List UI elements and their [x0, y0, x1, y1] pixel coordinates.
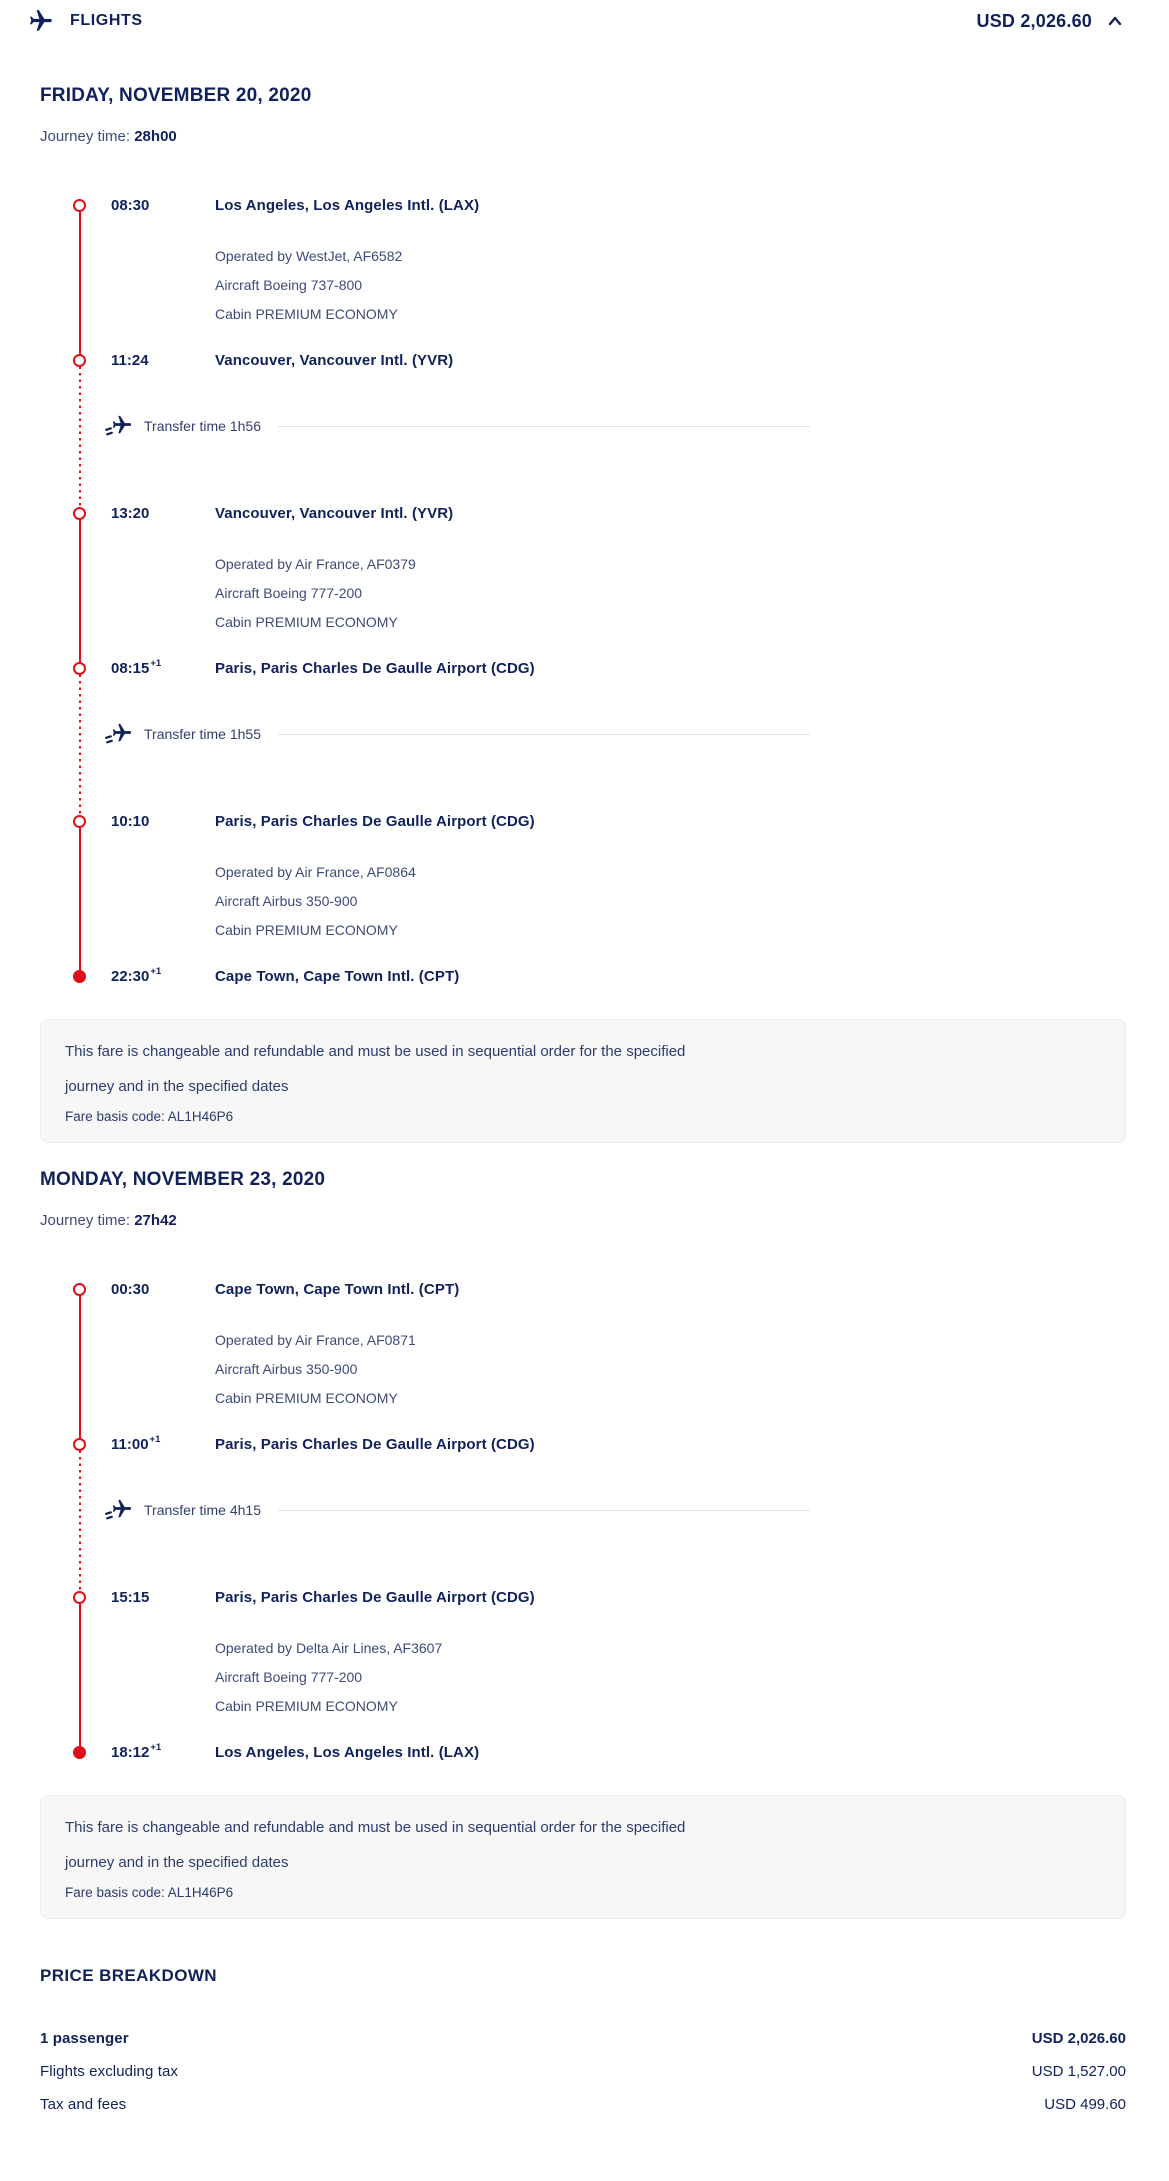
operated-by: Operated by WestJet, AF6582	[215, 248, 403, 264]
arrival-row	[40, 659, 1126, 677]
departure-airport: Paris, Paris Charles De Gaulle Airport (CDG)	[215, 812, 535, 830]
journey-time-value: 28h00	[134, 128, 177, 145]
timeline-rail-dotted	[79, 668, 81, 821]
timeline-rail-solid	[79, 821, 81, 976]
operated-by: Operated by Air France, AF0379	[215, 556, 416, 572]
fare-basis-code: Fare basis code: AL1H46P6	[65, 1109, 234, 1124]
timeline-marker-open	[73, 1591, 86, 1604]
arrival-row	[40, 967, 1126, 985]
arrival-row	[40, 351, 1126, 369]
arrival-row	[40, 1743, 1126, 1761]
departure-time: 00:30	[111, 1280, 150, 1298]
aircraft: Aircraft Boeing 777-200	[215, 1669, 363, 1685]
arrival-time: $18:12^{+1}$	[111, 1742, 162, 1761]
timeline-marker-open	[73, 199, 86, 212]
departure-time: 13:20	[111, 504, 150, 522]
total-price: USD 2,026.60	[976, 10, 1092, 31]
journey-return	[40, 1169, 1126, 1919]
arrival-airport: Paris, Paris Charles De Gaulle Airport (CDG)	[215, 659, 535, 677]
flight-leg	[40, 1588, 1126, 1761]
fare-note-text: journey and in the specified dates	[65, 1078, 289, 1095]
departure-airport: Cape Town, Cape Town Intl. (CPT)	[215, 1280, 460, 1298]
departure-airport: Paris, Paris Charles De Gaulle Airport (CDG)	[215, 1588, 535, 1606]
journey-date-heading: FRIDAY, NOVEMBER 20, 2020	[40, 85, 312, 106]
flight-timeline	[40, 1280, 1126, 1761]
aircraft: Aircraft Airbus 350-900	[215, 893, 358, 909]
flight-leg	[40, 504, 1126, 677]
journey-time	[40, 127, 1126, 146]
departure-row	[40, 1588, 1126, 1606]
chevron-up-icon	[1105, 11, 1125, 31]
departure-time: 15:15	[111, 1588, 150, 1606]
next-day-indicator: +1	[149, 1434, 161, 1445]
price-row	[40, 2062, 1126, 2080]
airplane-transfer-icon	[105, 723, 131, 745]
timeline-rail-dotted	[79, 1444, 81, 1597]
price-row-label: Tax and fees	[40, 2095, 127, 2113]
fare-basis-code: Fare basis code: AL1H46P6	[65, 1885, 234, 1900]
transfer-section	[40, 1500, 1126, 1520]
next-day-indicator: +1	[150, 1742, 162, 1753]
flight-leg	[40, 196, 1126, 369]
price-row-label: 1 passenger	[40, 2029, 129, 2047]
flight-leg	[40, 1280, 1126, 1453]
journey-time-label: Journey time:	[40, 128, 131, 145]
arrival-time: $11:00^{+1}$	[111, 1434, 161, 1453]
departure-row	[40, 812, 1126, 830]
timeline-rail-solid	[79, 513, 81, 668]
flight-details	[215, 242, 1126, 329]
timeline-marker-open	[73, 354, 86, 367]
price-row-value: USD 499.60	[1044, 2095, 1126, 2113]
cabin: Cabin PREMIUM ECONOMY	[215, 922, 398, 938]
timeline-rail-dotted	[79, 360, 81, 513]
price-row	[40, 2029, 1126, 2047]
section-title: FLIGHTS	[70, 12, 143, 29]
operated-by: Operated by Air France, AF0864	[215, 864, 416, 880]
journey-time-label: Journey time:	[40, 1212, 131, 1229]
flight-timeline	[40, 196, 1126, 985]
cabin: Cabin PREMIUM ECONOMY	[215, 1390, 398, 1406]
price-row	[40, 2095, 1126, 2113]
transfer-divider	[278, 1510, 810, 1511]
timeline-marker-filled	[73, 970, 86, 983]
fare-conditions-note	[40, 1019, 1126, 1143]
flight-leg	[40, 812, 1126, 985]
arrival-row	[40, 1435, 1126, 1453]
cabin: Cabin PREMIUM ECONOMY	[215, 1698, 398, 1714]
arrival-airport: Paris, Paris Charles De Gaulle Airport (CDG)	[215, 1435, 535, 1453]
price-breakdown-section	[40, 1965, 1126, 2113]
timeline-rail-solid	[79, 1289, 81, 1444]
departure-row	[40, 504, 1126, 522]
transfer-row	[40, 416, 810, 436]
journey-time	[40, 1211, 1126, 1230]
aircraft: Aircraft Boeing 737-800	[215, 277, 363, 293]
transfer-time-label: Transfer time 1h55	[144, 726, 261, 742]
timeline-marker-open	[73, 662, 86, 675]
price-row-label: Flights excluding tax	[40, 2062, 179, 2080]
arrival-time: $08:15^{+1}$	[111, 658, 162, 677]
arrival-airport: Vancouver, Vancouver Intl. (YVR)	[215, 351, 454, 369]
departure-row	[40, 196, 1126, 214]
journey-outbound	[40, 85, 1126, 1143]
fare-note-text: journey and in the specified dates	[65, 1854, 289, 1871]
departure-airport: Los Angeles, Los Angeles Intl. (LAX)	[215, 196, 480, 214]
next-day-indicator: +1	[150, 658, 162, 669]
flight-details	[215, 858, 1126, 945]
arrival-time: 11:24	[111, 352, 149, 369]
journey-date-heading: MONDAY, NOVEMBER 23, 2020	[40, 1169, 326, 1190]
arrival-airport: Los Angeles, Los Angeles Intl. (LAX)	[215, 1743, 480, 1761]
aircraft: Aircraft Airbus 350-900	[215, 1361, 358, 1377]
airplane-transfer-icon	[105, 415, 131, 437]
collapse-section-button[interactable]	[1104, 10, 1126, 32]
timeline-marker-open	[73, 1283, 86, 1296]
airplane-icon	[28, 8, 54, 34]
timeline-rail-solid	[79, 205, 81, 360]
next-day-indicator: +1	[150, 966, 162, 977]
transfer-time-label: Transfer time 1h56	[144, 418, 261, 434]
departure-time: 08:30	[111, 196, 150, 214]
timeline-marker-open	[73, 507, 86, 520]
aircraft: Aircraft Boeing 777-200	[215, 585, 363, 601]
transfer-row	[40, 1500, 810, 1520]
departure-row	[40, 1280, 1126, 1298]
cabin: Cabin PREMIUM ECONOMY	[215, 614, 398, 630]
fare-conditions-note	[40, 1795, 1126, 1919]
departure-airport: Vancouver, Vancouver Intl. (YVR)	[215, 504, 454, 522]
operated-by: Operated by Delta Air Lines, AF3607	[215, 1640, 443, 1656]
arrival-time: $22:30^{+1}$	[111, 966, 162, 985]
timeline-marker-open	[73, 815, 86, 828]
timeline-marker-filled	[73, 1746, 86, 1759]
transfer-divider	[278, 426, 810, 427]
fare-note-text: This fare is changeable and refundable and must be used in sequential order for the specified	[65, 1043, 686, 1060]
airplane-transfer-icon	[105, 1499, 131, 1521]
flight-details	[215, 1634, 1126, 1721]
transfer-section	[40, 416, 1126, 436]
transfer-section	[40, 724, 1126, 744]
operated-by: Operated by Air France, AF0871	[215, 1332, 416, 1348]
departure-time: 10:10	[111, 812, 150, 830]
price-row-value: USD 2,026.60	[1031, 2029, 1126, 2047]
arrival-airport: Cape Town, Cape Town Intl. (CPT)	[215, 967, 460, 985]
price-row-value: USD 1,527.00	[1031, 2062, 1126, 2080]
journey-time-value: 27h42	[134, 1212, 177, 1229]
timeline-rail-solid	[79, 1597, 81, 1752]
cabin: Cabin PREMIUM ECONOMY	[215, 306, 398, 322]
flight-details	[215, 550, 1126, 637]
transfer-divider	[278, 734, 810, 735]
price-breakdown-heading: PRICE BREAKDOWN	[40, 1966, 217, 1985]
timeline-marker-open	[73, 1438, 86, 1451]
flight-details	[215, 1326, 1126, 1413]
flights-section-header	[26, 8, 1126, 34]
transfer-time-label: Transfer time 4h15	[144, 1502, 261, 1518]
transfer-row	[40, 724, 810, 744]
fare-note-text: This fare is changeable and refundable and must be used in sequential order for the specified	[65, 1819, 686, 1836]
